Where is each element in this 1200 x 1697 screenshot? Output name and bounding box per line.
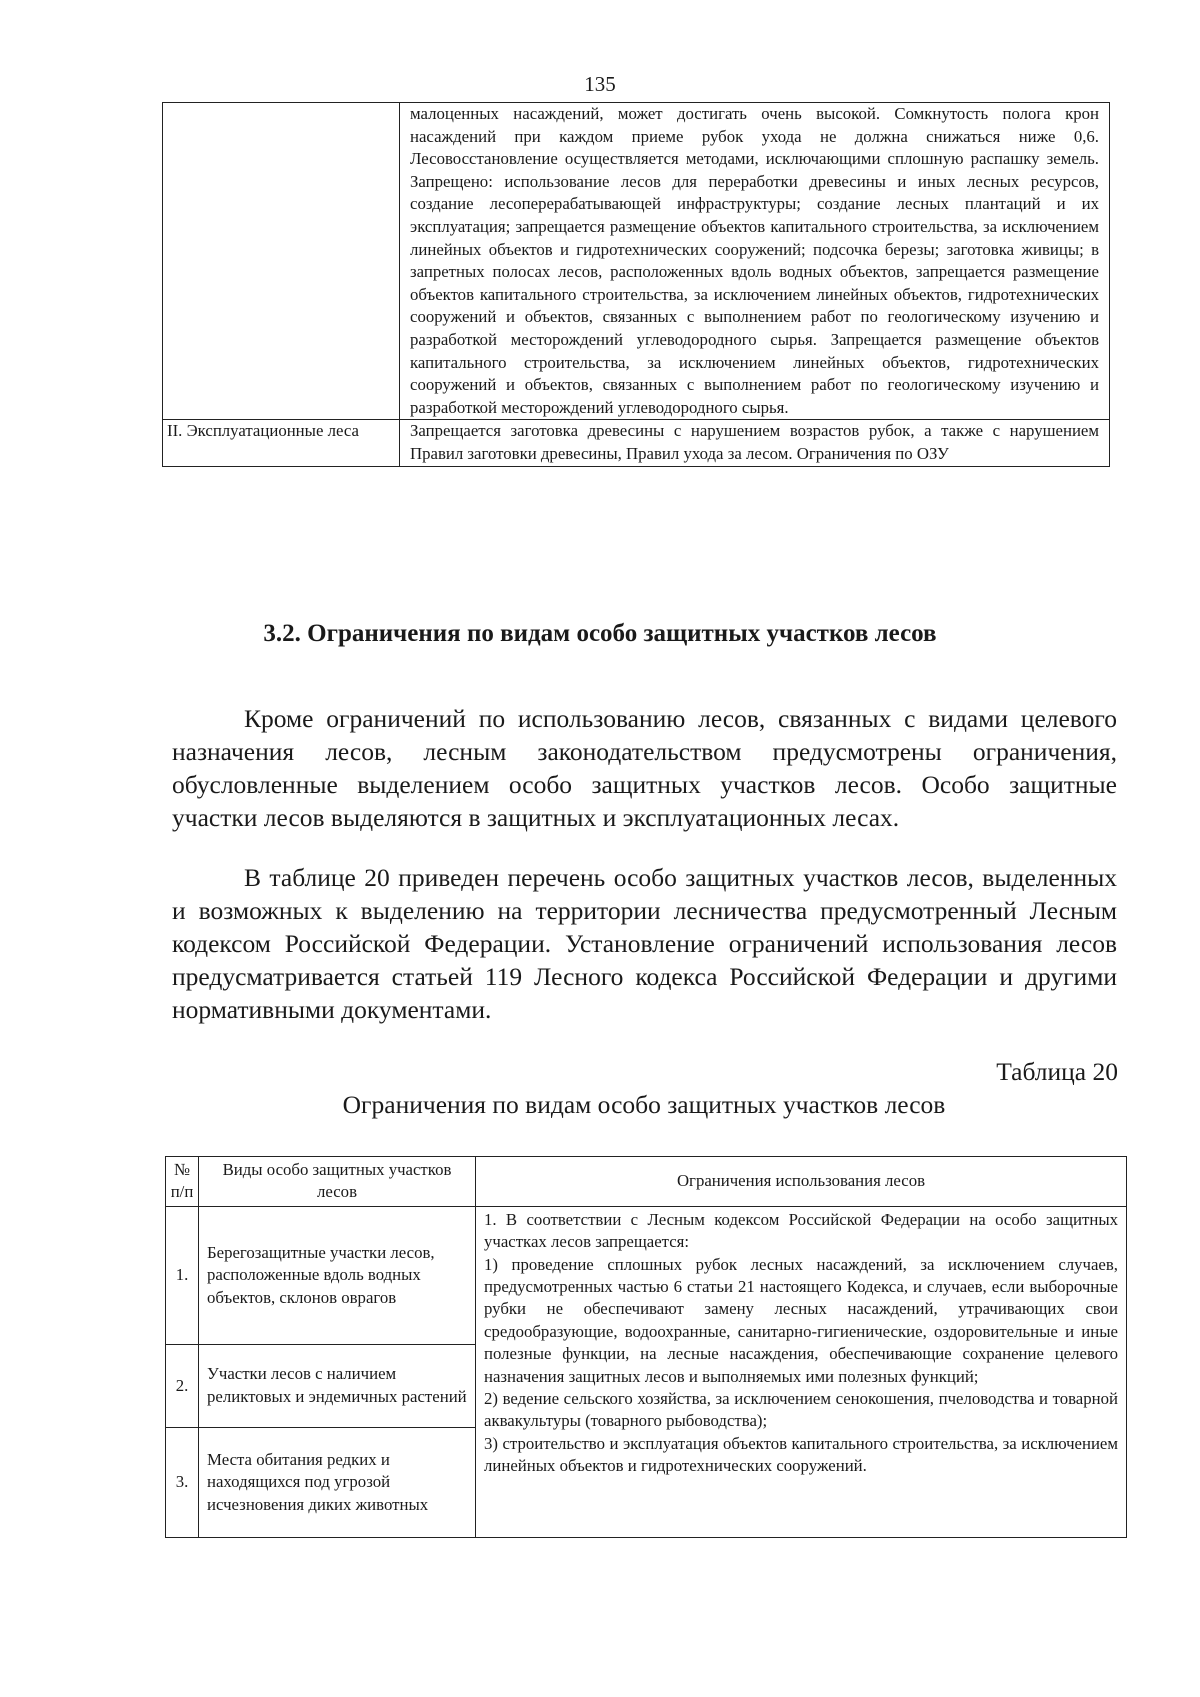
row-number: 2.: [166, 1344, 199, 1427]
table-row: [166, 1206, 1127, 1344]
paragraph-text: В таблице 20 приведен перечень особо защитных участков лесов, выделенных и возможных к выделению на территории лесничества предусмотренный Лесным кодексом Российской Федерации. Установление ограничений использования лесов предусматривается статьей 119 Лесного кодекса Российской Федерации и другими нормативными документами.: [172, 863, 1117, 1024]
table-cell-empty: [163, 103, 400, 420]
table-row: [163, 103, 1110, 420]
row-number: 1.: [166, 1206, 199, 1344]
section-heading: 3.2. Ограничения по видам особо защитных участков лесов: [263, 620, 937, 647]
table-row: [163, 420, 1110, 466]
row-kind: Места обитания редких и находящихся под угрозой исчезновения диких животных: [199, 1427, 476, 1537]
restrictions-cell: [476, 1206, 1127, 1537]
header-number: № п/п: [166, 1157, 199, 1207]
restriction-item: 1) проведение сплошных рубок лесных насаждений, за исключением случаев, предусмотренных частью 6 статьи 21 настоящего Кодекса, и случаев, если выборочные рубки не обеспечивают замену лесных насаждений, утрачивающих свои средообразующие, водоохранные, санитарно-гигиенические, оздоровительные и иные полезные функции, на лесные насаждения, обеспечивающие сохранение целевого назначения защитных лесов и выполняемых ими полезных функций;: [484, 1254, 1118, 1386]
row-kind: Берегозащитные участки лесов, расположенные вдоль водных объектов, склонов оврагов: [199, 1206, 476, 1344]
restrictions-table: [165, 1156, 1127, 1538]
table-cell-text: малоценных насаждений, может достигать очень высокой. Сомкнутость полога крон насаждений при каждом приеме рубок ухода не должна снижаться ниже 0,6. Лесовосстановление осуществляется методами, исключающими сплошную распашку земель. Запрещено: использование лесов для переработки древесины и иных лесных ресурсов, создание лесоперерабатывающей инфраструктуры; создание лесных плантаций и их эксплуатация; запрещается размещение объектов капитального строительства, за исключением линейных объектов и гидротехнических сооружений; подсочка березы; заготовка живицы; в запретных полосах лесов, расположенных вдоль водных объектов, запрещается размещение объектов капитального строительства, за исключением линейных объектов, гидротехнических сооружений и объектов, связанных с выполнением работ по геологическому изучению и разработкой месторождений углеводородного сырья. Запрещается размещение объектов капитального строительства, за исключением линейных объектов, гидротехнических сооружений и объектов, связанных с выполнением работ по геологическому изучению и разработкой месторождений углеводородного сырья.: [400, 103, 1110, 420]
header-restrictions: Ограничения использования лесов: [476, 1157, 1127, 1207]
table-cell-text: Запрещается заготовка древесины с нарушением возрастов рубок, а также с нарушением Правил заготовки древесины, Правил ухода за лесом. Ограничения по ОЗУ: [400, 420, 1110, 466]
restriction-item: 1. В соответствии с Лесным кодексом Российской Федерации на особо защитных участках лесов запрещается:: [484, 1209, 1118, 1252]
table-header-row: [166, 1157, 1127, 1207]
table-cell-forest-type: II. Эксплуатационные леса: [163, 420, 400, 466]
body-paragraph-2: [172, 861, 1117, 1026]
restriction-item: 3) строительство и эксплуатация объектов капитального строительства, за исключением линейных объектов и гидротехнических сооружений.: [484, 1433, 1118, 1476]
paragraph-text: Кроме ограничений по использованию лесов, связанных с видами целевого назначения лесов, лесным законодательством предусмотрены ограничения, обусловленные выделением особо защитных участков лесов. Особо защитные участки лесов выделяются в защитных и эксплуатационных лесах.: [172, 704, 1117, 832]
table-title: Ограничения по видам особо защитных участков лесов: [342, 1090, 946, 1119]
table-label: Таблица 20: [996, 1057, 1118, 1086]
page-number: 135: [584, 72, 616, 96]
row-number: 3.: [166, 1427, 199, 1537]
continuation-table: [162, 102, 1110, 467]
header-kind: Виды особо защитных участков лесов: [199, 1157, 476, 1207]
body-paragraph-1: [172, 702, 1117, 834]
row-kind: Участки лесов с наличием реликтовых и эндемичных растений: [199, 1344, 476, 1427]
restriction-item: 2) ведение сельского хозяйства, за исключением сенокошения, пчеловодства и товарной аквакультуры (товарного рыбоводства);: [484, 1389, 1118, 1431]
